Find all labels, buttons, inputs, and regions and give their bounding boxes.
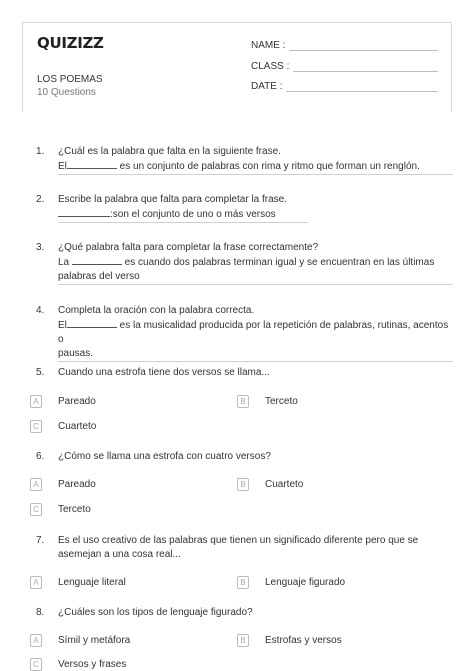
question-count: 10 Questions xyxy=(37,87,96,98)
question-number: 1. xyxy=(36,146,45,157)
question-number: 3. xyxy=(36,242,45,253)
question-text: ¿Cómo se llama una estrofa con cuatro versos? xyxy=(58,451,271,462)
question-text: ¿Cuál es la palabra que falta en la siguiente frase. xyxy=(58,146,281,157)
question-text: :son el conjunto de uno o más versos xyxy=(110,209,276,220)
question-text: Cuando una estrofa tiene dos versos se llama... xyxy=(58,367,270,378)
question-text: Escribe la palabra que falta para completar la frase. xyxy=(58,194,288,205)
name-line[interactable] xyxy=(289,40,438,51)
name-field[interactable] xyxy=(251,40,438,51)
answer-blank[interactable] xyxy=(67,159,117,169)
question-number: 7. xyxy=(36,535,45,546)
name-label: NAME : xyxy=(251,40,286,51)
option-text: Estrofas y versos xyxy=(265,635,342,646)
question-text: es la musicalidad producida por la repetición de palabras, rutinas, acentos o xyxy=(58,320,449,345)
worksheet-title: LOS POEMAS xyxy=(37,74,103,85)
option-letter: B xyxy=(237,634,249,647)
question-text: palabras del verso xyxy=(58,271,140,282)
answer-blank[interactable] xyxy=(72,255,122,265)
answer-blank[interactable] xyxy=(67,318,117,328)
option-a[interactable] xyxy=(30,478,96,491)
question-text: pausas. xyxy=(58,348,94,359)
question-text: asemejan a una cosa real... xyxy=(58,549,181,560)
option-b[interactable] xyxy=(237,478,303,491)
option-letter: A xyxy=(30,576,42,589)
option-letter: A xyxy=(30,478,42,491)
question-number: 8. xyxy=(36,607,45,618)
option-letter: C xyxy=(30,503,42,516)
option-c[interactable] xyxy=(30,503,91,516)
option-letter: A xyxy=(30,634,42,647)
option-c[interactable] xyxy=(30,658,126,671)
option-letter: A xyxy=(30,395,42,408)
option-c[interactable] xyxy=(30,420,96,433)
option-text: Terceto xyxy=(58,504,91,515)
answer-blank[interactable] xyxy=(58,207,110,217)
option-text: Versos y frases xyxy=(58,659,127,670)
option-b[interactable] xyxy=(237,634,342,647)
option-text: Pareado xyxy=(58,396,96,407)
option-letter: C xyxy=(30,658,42,671)
class-line[interactable] xyxy=(293,61,438,72)
option-text: Símil y metáfora xyxy=(58,635,131,646)
class-field[interactable] xyxy=(251,61,438,72)
option-text: Cuarteto xyxy=(58,421,97,432)
option-b[interactable] xyxy=(237,395,298,408)
question-text: El xyxy=(58,161,67,172)
option-letter: C xyxy=(30,420,42,433)
question-text: Es el uso creativo de las palabras que tienen un significado diferente pero que se xyxy=(58,535,419,546)
option-text: Cuarteto xyxy=(265,479,304,490)
option-a[interactable] xyxy=(30,576,126,589)
question-number: 6. xyxy=(36,451,45,462)
question-text: ¿Qué palabra falta para completar la frase correctamente? xyxy=(58,242,319,253)
question-text: es cuando dos palabras terminan igual y se encuentran en las últimas xyxy=(121,257,435,268)
question-text: es un conjunto de palabras con rima y ritmo que forman un renglón. xyxy=(116,161,420,172)
option-text: Pareado xyxy=(58,479,96,490)
question-number: 5. xyxy=(36,367,45,378)
question-number: 2. xyxy=(36,194,45,205)
option-letter: B xyxy=(237,478,249,491)
question-text: ¿Cuáles son los tipos de lenguaje figurado? xyxy=(58,607,253,618)
date-label: DATE : xyxy=(251,81,283,92)
option-text: Lenguaje figurado xyxy=(265,577,346,588)
option-a[interactable] xyxy=(30,634,130,647)
question-text: Completa la oración con la palabra correcta. xyxy=(58,305,255,316)
option-letter: B xyxy=(237,395,249,408)
quizizz-logo: QUIZIZZ xyxy=(37,34,104,52)
option-a[interactable] xyxy=(30,395,96,408)
option-text: Terceto xyxy=(265,396,298,407)
date-field[interactable] xyxy=(251,81,438,92)
class-label: CLASS : xyxy=(251,61,290,72)
question-text: El xyxy=(58,320,67,331)
question-number: 4. xyxy=(36,305,45,316)
option-letter: B xyxy=(237,576,249,589)
option-text: Lenguaje literal xyxy=(58,577,126,588)
date-line[interactable] xyxy=(286,81,438,92)
question-text: La xyxy=(58,257,70,268)
option-b[interactable] xyxy=(237,576,345,589)
